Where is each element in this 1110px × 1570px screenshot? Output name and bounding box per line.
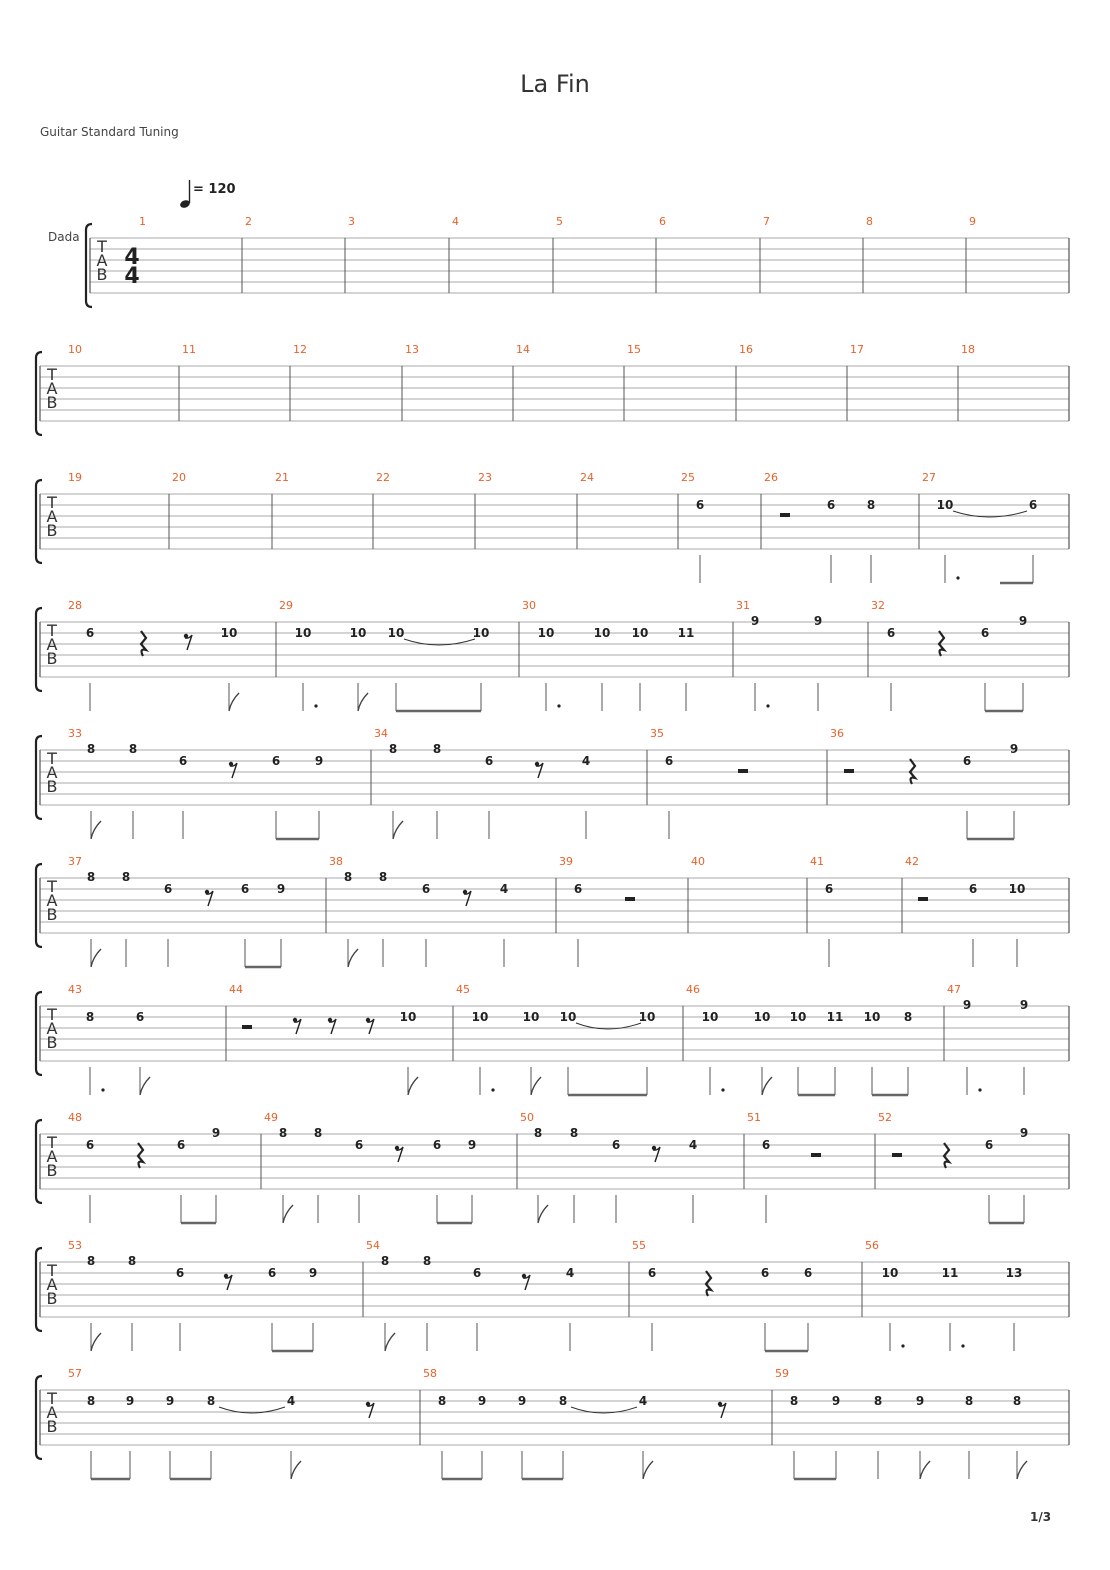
page-number: 1/3 [1030,1510,1052,1524]
note-flag [91,1333,101,1351]
fret-number: 10 [631,626,649,640]
tab-clef-letter: T [47,621,57,640]
measure-number: 30 [522,599,536,612]
measure-number: 15 [627,343,641,356]
measure-number: 14 [516,343,530,356]
measure-number: 27 [922,471,936,484]
half-rest [738,769,748,773]
measure-number: 47 [947,983,961,996]
measure-number: 43 [68,983,82,996]
fret-number: 8 [558,1394,568,1408]
measure-number: 44 [229,983,243,996]
fret-number: 6 [573,882,583,896]
measure-number: 6 [659,215,666,228]
tab-clef-letter: A [46,635,58,654]
fret-number: 9 [308,1266,318,1280]
half-rest [625,897,635,901]
measure-number: 22 [376,471,390,484]
fret-number: 10 [863,1010,881,1024]
fret-number: 8 [903,1010,913,1024]
fret-number: 10 [294,626,312,640]
note-flag [291,1461,301,1479]
measure-number: 26 [764,471,778,484]
measure-number: 28 [68,599,82,612]
fret-number: 9 [915,1394,925,1408]
fret-number: 6 [803,1266,813,1280]
half-rest [811,1153,821,1157]
fret-number: 6 [271,754,281,768]
tab-clef-letter: T [47,1005,57,1024]
tab-clef-letter: B [46,649,58,668]
note-flag [283,1205,293,1223]
fret-number: 8 [85,1010,95,1024]
fret-number: 8 [127,1254,137,1268]
fret-number: 4 [499,882,509,896]
fret-number: 6 [176,1138,186,1152]
tab-clef-letter: B [46,393,58,412]
fret-number: 11 [677,626,695,640]
note-flag [408,1077,418,1095]
fret-number: 6 [267,1266,277,1280]
measure-number: 2 [245,215,252,228]
fret-number: 8 [866,498,876,512]
fret-number: 6 [472,1266,482,1280]
time-signature-top: 4 [124,245,140,270]
fret-number: 6 [695,498,705,512]
fret-number: 10 [881,1266,899,1280]
duration-dot [766,704,769,707]
fret-number: 9 [1019,998,1029,1012]
fret-number: 8 [533,1126,543,1140]
duration-dot [314,704,317,707]
fret-number: 10 [349,626,367,640]
measure-number: 51 [747,1111,761,1124]
tempo-marking: = 120 [193,182,236,197]
fret-number: 6 [886,626,896,640]
measure-number: 32 [871,599,885,612]
fret-number: 6 [664,754,674,768]
duration-dot [956,576,959,579]
tab-clef-letter: B [46,777,58,796]
tab-clef-letter: A [46,763,58,782]
fret-number: 6 [760,1266,770,1280]
note-flag [538,1205,548,1223]
system-bracket [36,864,42,947]
fret-number: 10 [471,1010,489,1024]
tab-clef-letter: T [47,749,57,768]
tab-system-3 [36,471,1069,583]
system-bracket [36,1248,42,1331]
tab-system-8 [36,1111,1069,1223]
fret-number: 9 [477,1394,487,1408]
measure-number: 58 [423,1367,437,1380]
fret-number: 10 [593,626,611,640]
fret-number: 8 [388,742,398,756]
tab-clef-letter: B [46,1417,58,1436]
fret-number: 8 [569,1126,579,1140]
measure-number: 16 [739,343,753,356]
note-flag [358,693,368,711]
system-bracket [36,352,42,435]
track-name: Dada [48,230,80,244]
tab-system-4 [36,599,1069,711]
fret-number: 10 [522,1010,540,1024]
measure-number: 49 [264,1111,278,1124]
half-rest [892,1153,902,1157]
duration-dot [721,1088,724,1091]
tab-clef-letter: B [46,1161,58,1180]
note-flag [643,1461,653,1479]
measure-number: 20 [172,471,186,484]
measure-number: 33 [68,727,82,740]
half-rest [242,1025,252,1029]
fret-number: 9 [962,998,972,1012]
fret-number: 11 [826,1010,844,1024]
measure-number: 35 [650,727,664,740]
note-flag [1017,1461,1027,1479]
tab-clef-letter: T [47,493,57,512]
tab-clef-letter: T [47,1389,57,1408]
note-flag [91,949,101,967]
measure-number: 23 [478,471,492,484]
tab-clef-letter: B [46,1289,58,1308]
tab-system-9 [36,1239,1069,1351]
measure-number: 13 [405,343,419,356]
fret-number: 10 [387,626,405,640]
measure-number: 8 [866,215,873,228]
fret-number: 6 [826,498,836,512]
measure-number: 38 [329,855,343,868]
measure-number: 52 [878,1111,892,1124]
fret-number: 10 [472,626,490,640]
tab-clef-letter: B [46,1033,58,1052]
tab-clef-letter: A [46,379,58,398]
system-bracket [86,224,92,307]
tuning-label: Guitar Standard Tuning [40,125,179,139]
measure-number: 54 [366,1239,380,1252]
fret-number: 10 [638,1010,656,1024]
fret-number: 10 [789,1010,807,1024]
fret-number: 4 [286,1394,296,1408]
system-bracket [36,608,42,691]
measure-number: 18 [961,343,975,356]
fret-number: 6 [484,754,494,768]
note-flag [762,1077,772,1095]
tab-clef-letter: T [97,237,107,256]
fret-number: 8 [313,1126,323,1140]
measure-number: 36 [830,727,844,740]
tab-system-2 [36,343,1069,435]
fret-number: 9 [125,1394,135,1408]
measure-number: 57 [68,1367,82,1380]
fret-number: 6 [824,882,834,896]
fret-number: 8 [86,870,96,884]
fret-number: 4 [638,1394,648,1408]
tab-system-10 [36,1367,1069,1479]
measure-number: 7 [763,215,770,228]
fret-number: 8 [432,742,442,756]
fret-number: 6 [421,882,431,896]
fret-number: 13 [1005,1266,1023,1280]
tab-clef-letter: B [46,521,58,540]
fret-number: 8 [86,742,96,756]
fret-number: 8 [437,1394,447,1408]
note-flag [385,1333,395,1351]
half-rest [918,897,928,901]
note-flag [920,1461,930,1479]
measure-number: 10 [68,343,82,356]
fret-number: 10 [936,498,954,512]
fret-number: 6 [175,1266,185,1280]
fret-number: 10 [220,626,238,640]
fret-number: 6 [984,1138,994,1152]
duration-dot [978,1088,981,1091]
duration-dot [961,1344,964,1347]
measure-number: 31 [736,599,750,612]
measure-number: 24 [580,471,594,484]
tab-system-5 [36,727,1069,839]
fret-number: 9 [517,1394,527,1408]
fret-number: 4 [688,1138,698,1152]
fret-number: 6 [163,882,173,896]
tab-clef-letter: A [46,891,58,910]
measure-number: 59 [775,1367,789,1380]
note-flag [91,821,101,839]
fret-number: 6 [135,1010,145,1024]
fret-number: 9 [1019,1126,1029,1140]
measure-number: 50 [520,1111,534,1124]
tab-clef-letter: T [47,1133,57,1152]
tab-system-1 [48,180,1069,307]
half-rest [780,513,790,517]
fret-number: 9 [813,614,823,628]
fret-number: 10 [537,626,555,640]
tab-system-7 [36,983,1069,1095]
tab-clef-letter: B [96,265,108,284]
tab-clef-letter: T [47,1261,57,1280]
half-rest [844,769,854,773]
tab-clef-letter: T [47,365,57,384]
tab-clef-letter: A [46,1403,58,1422]
fret-number: 8 [378,870,388,884]
duration-dot [901,1344,904,1347]
fret-number: 9 [1018,614,1028,628]
measure-number: 39 [559,855,573,868]
fret-number: 10 [559,1010,577,1024]
fret-number: 8 [128,742,138,756]
fret-number: 6 [432,1138,442,1152]
measure-number: 41 [810,855,824,868]
note-flag [140,1077,150,1095]
fret-number: 8 [1012,1394,1022,1408]
measure-number: 40 [691,855,705,868]
fret-number: 6 [85,1138,95,1152]
fret-number: 8 [873,1394,883,1408]
measure-number: 48 [68,1111,82,1124]
note-flag [531,1077,541,1095]
measure-number: 53 [68,1239,82,1252]
fret-number: 4 [581,754,591,768]
system-bracket [36,480,42,563]
note-flag [393,821,403,839]
fret-number: 6 [647,1266,657,1280]
fret-number: 6 [240,882,250,896]
fret-number: 9 [211,1126,221,1140]
measure-number: 21 [275,471,289,484]
note-flag [348,949,358,967]
fret-number: 4 [565,1266,575,1280]
fret-number: 6 [980,626,990,640]
measure-number: 17 [850,343,864,356]
fret-number: 6 [962,754,972,768]
measure-number: 29 [279,599,293,612]
duration-dot [557,704,560,707]
fret-number: 8 [86,1394,96,1408]
system-bracket [36,736,42,819]
measure-number: 1 [139,215,146,228]
fret-number: 10 [701,1010,719,1024]
tab-clef-letter: B [46,905,58,924]
fret-number: 8 [121,870,131,884]
fret-number: 6 [354,1138,364,1152]
fret-number: 9 [467,1138,477,1152]
measure-number: 56 [865,1239,879,1252]
fret-number: 6 [85,626,95,640]
fret-number: 8 [343,870,353,884]
measure-number: 37 [68,855,82,868]
measure-number: 25 [681,471,695,484]
fret-number: 6 [968,882,978,896]
fret-number: 6 [761,1138,771,1152]
fret-number: 9 [1009,742,1019,756]
duration-dot [491,1088,494,1091]
system-bracket [36,1120,42,1203]
fret-number: 8 [206,1394,216,1408]
measure-number: 5 [556,215,563,228]
measure-number: 46 [686,983,700,996]
fret-number: 10 [753,1010,771,1024]
measure-number: 34 [374,727,388,740]
fret-number: 6 [1028,498,1038,512]
fret-number: 8 [278,1126,288,1140]
system-bracket [36,1376,42,1459]
tab-clef-letter: A [46,1019,58,1038]
fret-number: 8 [86,1254,96,1268]
time-signature-bottom: 4 [124,264,140,289]
fret-number: 9 [165,1394,175,1408]
fret-number: 8 [422,1254,432,1268]
measure-number: 42 [905,855,919,868]
tab-clef-letter: A [96,251,108,270]
fret-number: 9 [314,754,324,768]
fret-number: 6 [178,754,188,768]
note-flag [229,693,239,711]
fret-number: 6 [611,1138,621,1152]
fret-number: 9 [750,614,760,628]
fret-number: 10 [399,1010,417,1024]
tab-clef-letter: A [46,1275,58,1294]
tab-clef-letter: A [46,1147,58,1166]
fret-number: 9 [276,882,286,896]
measure-number: 55 [632,1239,646,1252]
measure-number: 19 [68,471,82,484]
measure-number: 3 [348,215,355,228]
song-title: La Fin [520,70,590,98]
tab-system-6 [36,855,1069,967]
measure-number: 4 [452,215,459,228]
measure-number: 12 [293,343,307,356]
fret-number: 11 [941,1266,959,1280]
system-bracket [36,992,42,1075]
measure-number: 9 [969,215,976,228]
fret-number: 8 [964,1394,974,1408]
measure-number: 45 [456,983,470,996]
fret-number: 8 [380,1254,390,1268]
duration-dot [101,1088,104,1091]
measure-number: 11 [182,343,196,356]
fret-number: 8 [789,1394,799,1408]
fret-number: 10 [1008,882,1026,896]
tab-clef-letter: T [47,877,57,896]
fret-number: 9 [831,1394,841,1408]
tab-clef-letter: A [46,507,58,526]
